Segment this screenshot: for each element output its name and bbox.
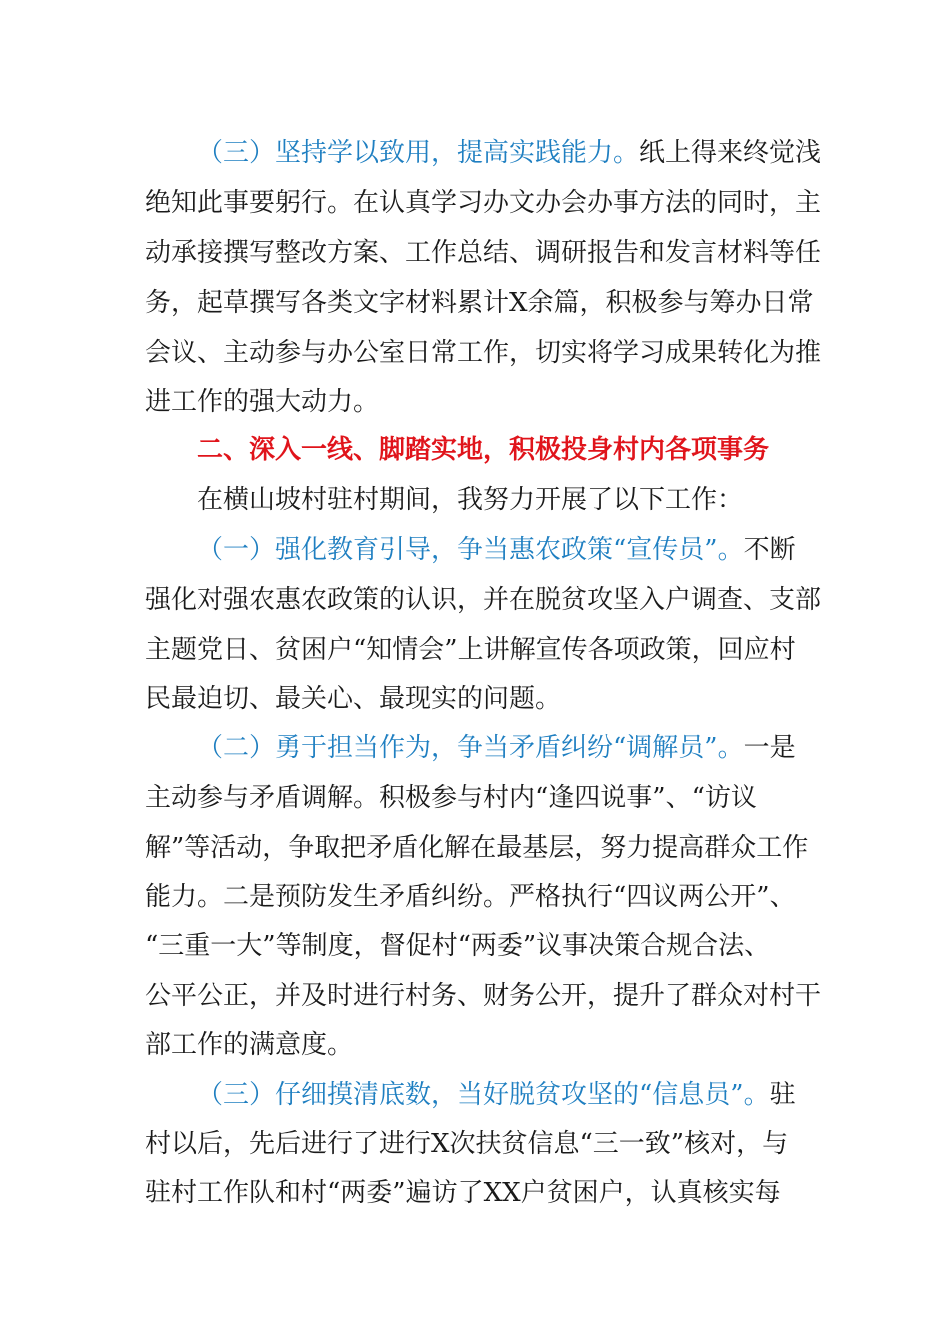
paragraph-line: 动承接撰写整改方案、工作总结、调研报告和发言材料等任 (145, 238, 822, 268)
subheading: （三）坚持学以致用，提高实践能力。 (197, 138, 640, 168)
paragraph-line (197, 128, 822, 178)
paragraph-line: 主题党日、贫困户“知情会”上讲解宣传各项政策，回应村 (145, 635, 796, 665)
paragraph-line: 务，起草撰写各类文字材料累计X余篇，积极参与筹办日常 (145, 288, 814, 318)
paragraph-line: 能力。二是预防发生矛盾纠纷。严格执行“四议两公开”、 (145, 882, 796, 912)
subheading: （三）仔细摸清底数，当好脱贫攻坚的“信息员”。 (197, 1080, 770, 1110)
paragraph-line: “三重一大”等制度，督促村“两委”议事决策合规合法、 (145, 931, 771, 961)
paragraph-line: 主动参与矛盾调解。积极参与村内“逢四说事”、“访议 (145, 783, 757, 813)
paragraph-line: 驻村工作队和村“两委”遍访了XX户贫困户，认真核实每 (145, 1178, 781, 1208)
subheading: （二）勇于担当作为，争当矛盾纠纷“调解员”。 (197, 733, 744, 763)
body-text: 纸上得来终觉浅 (639, 138, 822, 168)
paragraph-line: 会议、主动参与办公室日常工作，切实将学习成果转化为推 (145, 338, 822, 368)
paragraph-line: 解”等活动，争取把矛盾化解在最基层，努力提高群众工作 (145, 833, 809, 863)
section-heading: 二、深入一线、脚踏实地，积极投身村内各项事务 (197, 435, 770, 465)
paragraph-line: 民最迫切、最关心、最现实的问题。 (145, 684, 562, 714)
paragraph-line (197, 1070, 813, 1120)
paragraph-line: 在横山坡村驻村期间，我努力开展了以下工作： (197, 485, 744, 515)
paragraph-line (197, 723, 813, 773)
paragraph-line: 强化对强农惠农政策的认识，并在脱贫攻坚入户调查、支部 (145, 585, 822, 615)
paragraph-line: 部工作的满意度。 (145, 1030, 354, 1060)
paragraph-line: 绝知此事要躬行。在认真学习办文办会办事方法的同时，主 (145, 188, 822, 218)
paragraph-line: 公平公正，并及时进行村务、财务公开，提升了群众对村干 (145, 981, 822, 1011)
body-text: 不断 (743, 535, 796, 565)
body-text: 驻 (769, 1080, 796, 1110)
paragraph-line: 进工作的强大动力。 (145, 387, 380, 417)
paragraph-line (197, 525, 813, 575)
subheading: （一）强化教育引导，争当惠农政策“宣传员”。 (197, 535, 744, 565)
paragraph-line: 村以后，先后进行了进行X次扶贫信息“三一致”核对，与 (145, 1129, 789, 1159)
body-text: 一是 (743, 733, 796, 763)
